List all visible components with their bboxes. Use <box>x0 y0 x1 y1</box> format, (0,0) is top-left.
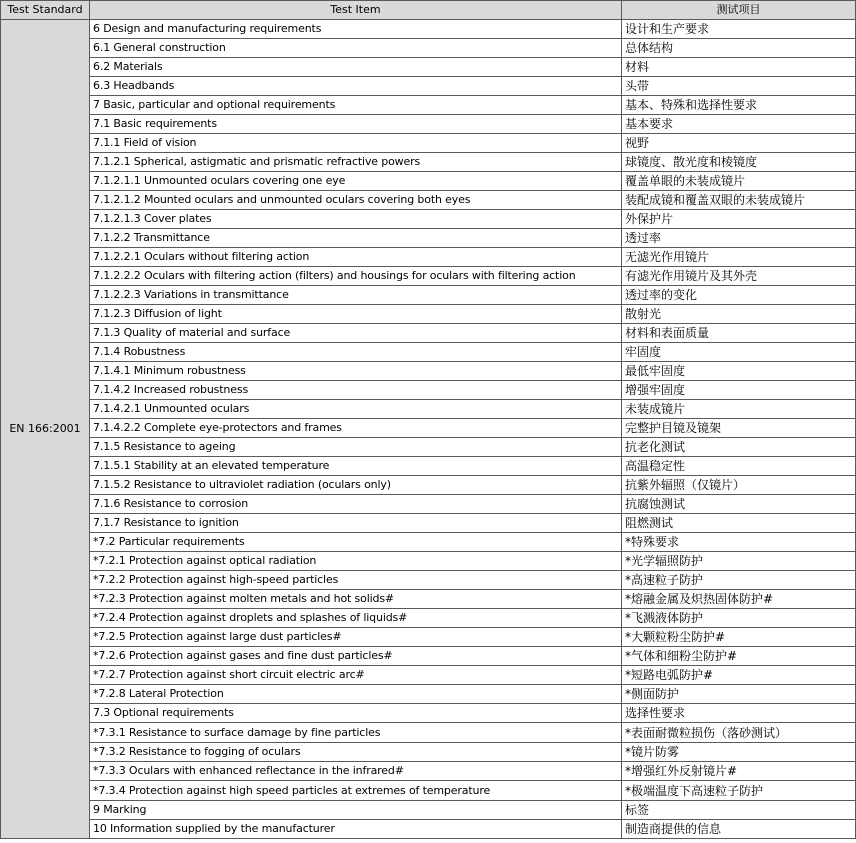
test-item-cell: *7.3.3 Oculars with enhanced reflectance in the infrared# <box>90 762 622 781</box>
test-item-zh-cell: *气体和细粉尘防护# <box>622 647 856 666</box>
test-item-zh-cell: 装配成镜和覆盖双眼的未装成镜片 <box>622 191 856 210</box>
test-item-cell: *7.2.4 Protection against droplets and splashes of liquids# <box>90 609 622 628</box>
table-body <box>1 20 856 839</box>
test-item-cell: 7.1.2.1.1 Unmounted oculars covering one eye <box>90 172 622 191</box>
test-item-cell: 6.1 General construction <box>90 39 622 58</box>
test-item-cell: *7.2 Particular requirements <box>90 533 622 552</box>
table-row <box>1 628 856 647</box>
test-item-cell: 7.1.3 Quality of material and surface <box>90 324 622 343</box>
test-item-zh-cell: 覆盖单眼的未装成镜片 <box>622 172 856 191</box>
table-row <box>1 58 856 77</box>
test-item-cell: 7.1.7 Resistance to ignition <box>90 514 622 533</box>
test-item-zh-cell: *熔融金属及炽热固体防护# <box>622 590 856 609</box>
test-item-cell: 7.1.4.2.1 Unmounted oculars <box>90 400 622 419</box>
test-item-cell: 7.1.6 Resistance to corrosion <box>90 495 622 514</box>
table-row <box>1 438 856 457</box>
test-item-cell: 7.1.5 Resistance to ageing <box>90 438 622 457</box>
test-item-cell: *7.2.2 Protection against high-speed particles <box>90 571 622 590</box>
header-row <box>1 1 856 20</box>
test-item-zh-cell: 制造商提供的信息 <box>622 820 856 839</box>
table-row <box>1 400 856 419</box>
table-row <box>1 590 856 609</box>
test-item-zh-cell: 设计和生产要求 <box>622 20 856 39</box>
table-row <box>1 324 856 343</box>
table-row <box>1 267 856 286</box>
table-row <box>1 286 856 305</box>
test-item-cell: 7.1.4.1 Minimum robustness <box>90 362 622 381</box>
test-item-zh-cell: *高速粒子防护 <box>622 571 856 590</box>
test-item-zh-cell: 增强牢固度 <box>622 381 856 400</box>
test-item-zh-cell: 材料 <box>622 58 856 77</box>
table-row <box>1 514 856 533</box>
test-item-cell: 6 Design and manufacturing requirements <box>90 20 622 39</box>
test-item-cell: *7.2.7 Protection against short circuit electric arc# <box>90 666 622 685</box>
test-item-zh-cell: *大颗粒粉尘防护# <box>622 628 856 647</box>
table-row <box>1 134 856 153</box>
test-item-zh-cell: 透过率的变化 <box>622 286 856 305</box>
test-item-zh-cell: 外保护片 <box>622 210 856 229</box>
header-test-item-zh: 测试项目 <box>622 1 856 20</box>
test-item-cell: 7.1.1 Field of vision <box>90 134 622 153</box>
table-row <box>1 419 856 438</box>
test-item-cell: *7.2.6 Protection against gases and fine dust particles# <box>90 647 622 666</box>
test-item-zh-cell: *飞溅液体防护 <box>622 609 856 628</box>
test-item-cell: 7.1.2.2.1 Oculars without filtering action <box>90 248 622 267</box>
table-row <box>1 39 856 58</box>
table-row <box>1 362 856 381</box>
table-row <box>1 820 856 839</box>
table-row <box>1 552 856 571</box>
table-row <box>1 210 856 229</box>
test-item-zh-cell: 抗老化测试 <box>622 438 856 457</box>
table-row <box>1 723 856 743</box>
test-item-cell: 7.1.5.1 Stability at an elevated temperature <box>90 457 622 476</box>
test-item-cell: 7.1.2.1.3 Cover plates <box>90 210 622 229</box>
test-item-zh-cell: 无滤光作用镜片 <box>622 248 856 267</box>
table-row <box>1 191 856 210</box>
table-row <box>1 229 856 248</box>
table-row <box>1 305 856 324</box>
test-item-cell: 7.1.4.2.2 Complete eye-protectors and frames <box>90 419 622 438</box>
test-item-cell: 7.1.5.2 Resistance to ultraviolet radiation (oculars only) <box>90 476 622 495</box>
table-row <box>1 704 856 723</box>
test-item-cell: *7.3.4 Protection against high speed particles at extremes of temperature <box>90 781 622 801</box>
header-test-standard: Test Standard <box>1 1 90 20</box>
test-item-zh-cell: 视野 <box>622 134 856 153</box>
test-item-cell: 6.3 Headbands <box>90 77 622 96</box>
test-item-zh-cell: 选择性要求 <box>622 704 856 723</box>
test-item-zh-cell: 球镜度、散光度和棱镜度 <box>622 153 856 172</box>
test-item-zh-cell: *表面耐微粒损伤（落砂测试） <box>622 723 856 743</box>
table-row <box>1 77 856 96</box>
table-row <box>1 781 856 801</box>
test-item-cell: 10 Information supplied by the manufacturer <box>90 820 622 839</box>
test-item-cell: 7.1.2.1 Spherical, astigmatic and prismatic refractive powers <box>90 153 622 172</box>
test-item-zh-cell: *短路电弧防护# <box>622 666 856 685</box>
test-item-zh-cell: *特殊要求 <box>622 533 856 552</box>
table-row <box>1 666 856 685</box>
test-item-cell: 9 Marking <box>90 801 622 820</box>
table-row <box>1 20 856 39</box>
test-item-cell: *7.3.1 Resistance to surface damage by fine particles <box>90 723 622 743</box>
test-item-cell: 7.1.2.2.2 Oculars with filtering action (filters) and housings for oculars with filtering action <box>90 267 622 286</box>
test-item-zh-cell: 总体结构 <box>622 39 856 58</box>
table-row <box>1 533 856 552</box>
table-row <box>1 248 856 267</box>
test-item-cell: *7.3.2 Resistance to fogging of oculars <box>90 743 622 762</box>
test-item-zh-cell: 阻燃测试 <box>622 514 856 533</box>
table-row <box>1 381 856 400</box>
test-item-zh-cell: 牢固度 <box>622 343 856 362</box>
table-row <box>1 343 856 362</box>
test-item-zh-cell: 高温稳定性 <box>622 457 856 476</box>
header-test-item: Test Item <box>90 1 622 20</box>
table-row <box>1 762 856 781</box>
test-item-cell: 7 Basic, particular and optional requirements <box>90 96 622 115</box>
test-item-cell: 6.2 Materials <box>90 58 622 77</box>
test-item-cell: 7.1.2.3 Diffusion of light <box>90 305 622 324</box>
test-item-cell: *7.2.5 Protection against large dust particles# <box>90 628 622 647</box>
test-item-zh-cell: 有滤光作用镜片及其外壳 <box>622 267 856 286</box>
table-row <box>1 153 856 172</box>
test-item-zh-cell: *镜片防雾 <box>622 743 856 762</box>
test-standard-cell: EN 166:2001 <box>1 20 90 839</box>
test-item-zh-cell: 未装成镜片 <box>622 400 856 419</box>
table-row <box>1 476 856 495</box>
table-header <box>1 1 856 20</box>
test-item-zh-cell: 材料和表面质量 <box>622 324 856 343</box>
test-item-cell: *7.2.1 Protection against optical radiation <box>90 552 622 571</box>
table-row <box>1 609 856 628</box>
table-row <box>1 647 856 666</box>
table-row <box>1 115 856 134</box>
test-item-zh-cell: 基本、特殊和选择性要求 <box>622 96 856 115</box>
test-item-cell: 7.1.2.2.3 Variations in transmittance <box>90 286 622 305</box>
test-item-zh-cell: 头带 <box>622 77 856 96</box>
table-row <box>1 96 856 115</box>
test-item-zh-cell: *侧面防护 <box>622 685 856 704</box>
test-item-cell: *7.2.8 Lateral Protection <box>90 685 622 704</box>
test-item-zh-cell: 散射光 <box>622 305 856 324</box>
test-item-zh-cell: 抗紫外辐照（仅镜片） <box>622 476 856 495</box>
test-item-zh-cell: *光学辐照防护 <box>622 552 856 571</box>
test-item-zh-cell: 基本要求 <box>622 115 856 134</box>
test-item-cell: 7.1.4.2 Increased robustness <box>90 381 622 400</box>
table-row <box>1 685 856 704</box>
test-item-cell: 7.3 Optional requirements <box>90 704 622 723</box>
test-item-cell: 7.1.4 Robustness <box>90 343 622 362</box>
test-item-zh-cell: 最低牢固度 <box>622 362 856 381</box>
table-row <box>1 743 856 762</box>
test-item-zh-cell: 透过率 <box>622 229 856 248</box>
test-item-zh-cell: 标签 <box>622 801 856 820</box>
test-item-cell: 7.1.2.2 Transmittance <box>90 229 622 248</box>
test-item-zh-cell: 抗腐蚀测试 <box>622 495 856 514</box>
table-row <box>1 172 856 191</box>
table-row <box>1 571 856 590</box>
test-item-zh-cell: *增强红外反射镜片# <box>622 762 856 781</box>
test-item-cell: 7.1 Basic requirements <box>90 115 622 134</box>
test-item-cell: 7.1.2.1.2 Mounted oculars and unmounted oculars covering both eyes <box>90 191 622 210</box>
test-item-cell: *7.2.3 Protection against molten metals and hot solids# <box>90 590 622 609</box>
test-item-zh-cell: *极端温度下高速粒子防护 <box>622 781 856 801</box>
table-row <box>1 457 856 476</box>
table-row <box>1 801 856 820</box>
table-row <box>1 495 856 514</box>
test-item-zh-cell: 完整护目镜及镜架 <box>622 419 856 438</box>
